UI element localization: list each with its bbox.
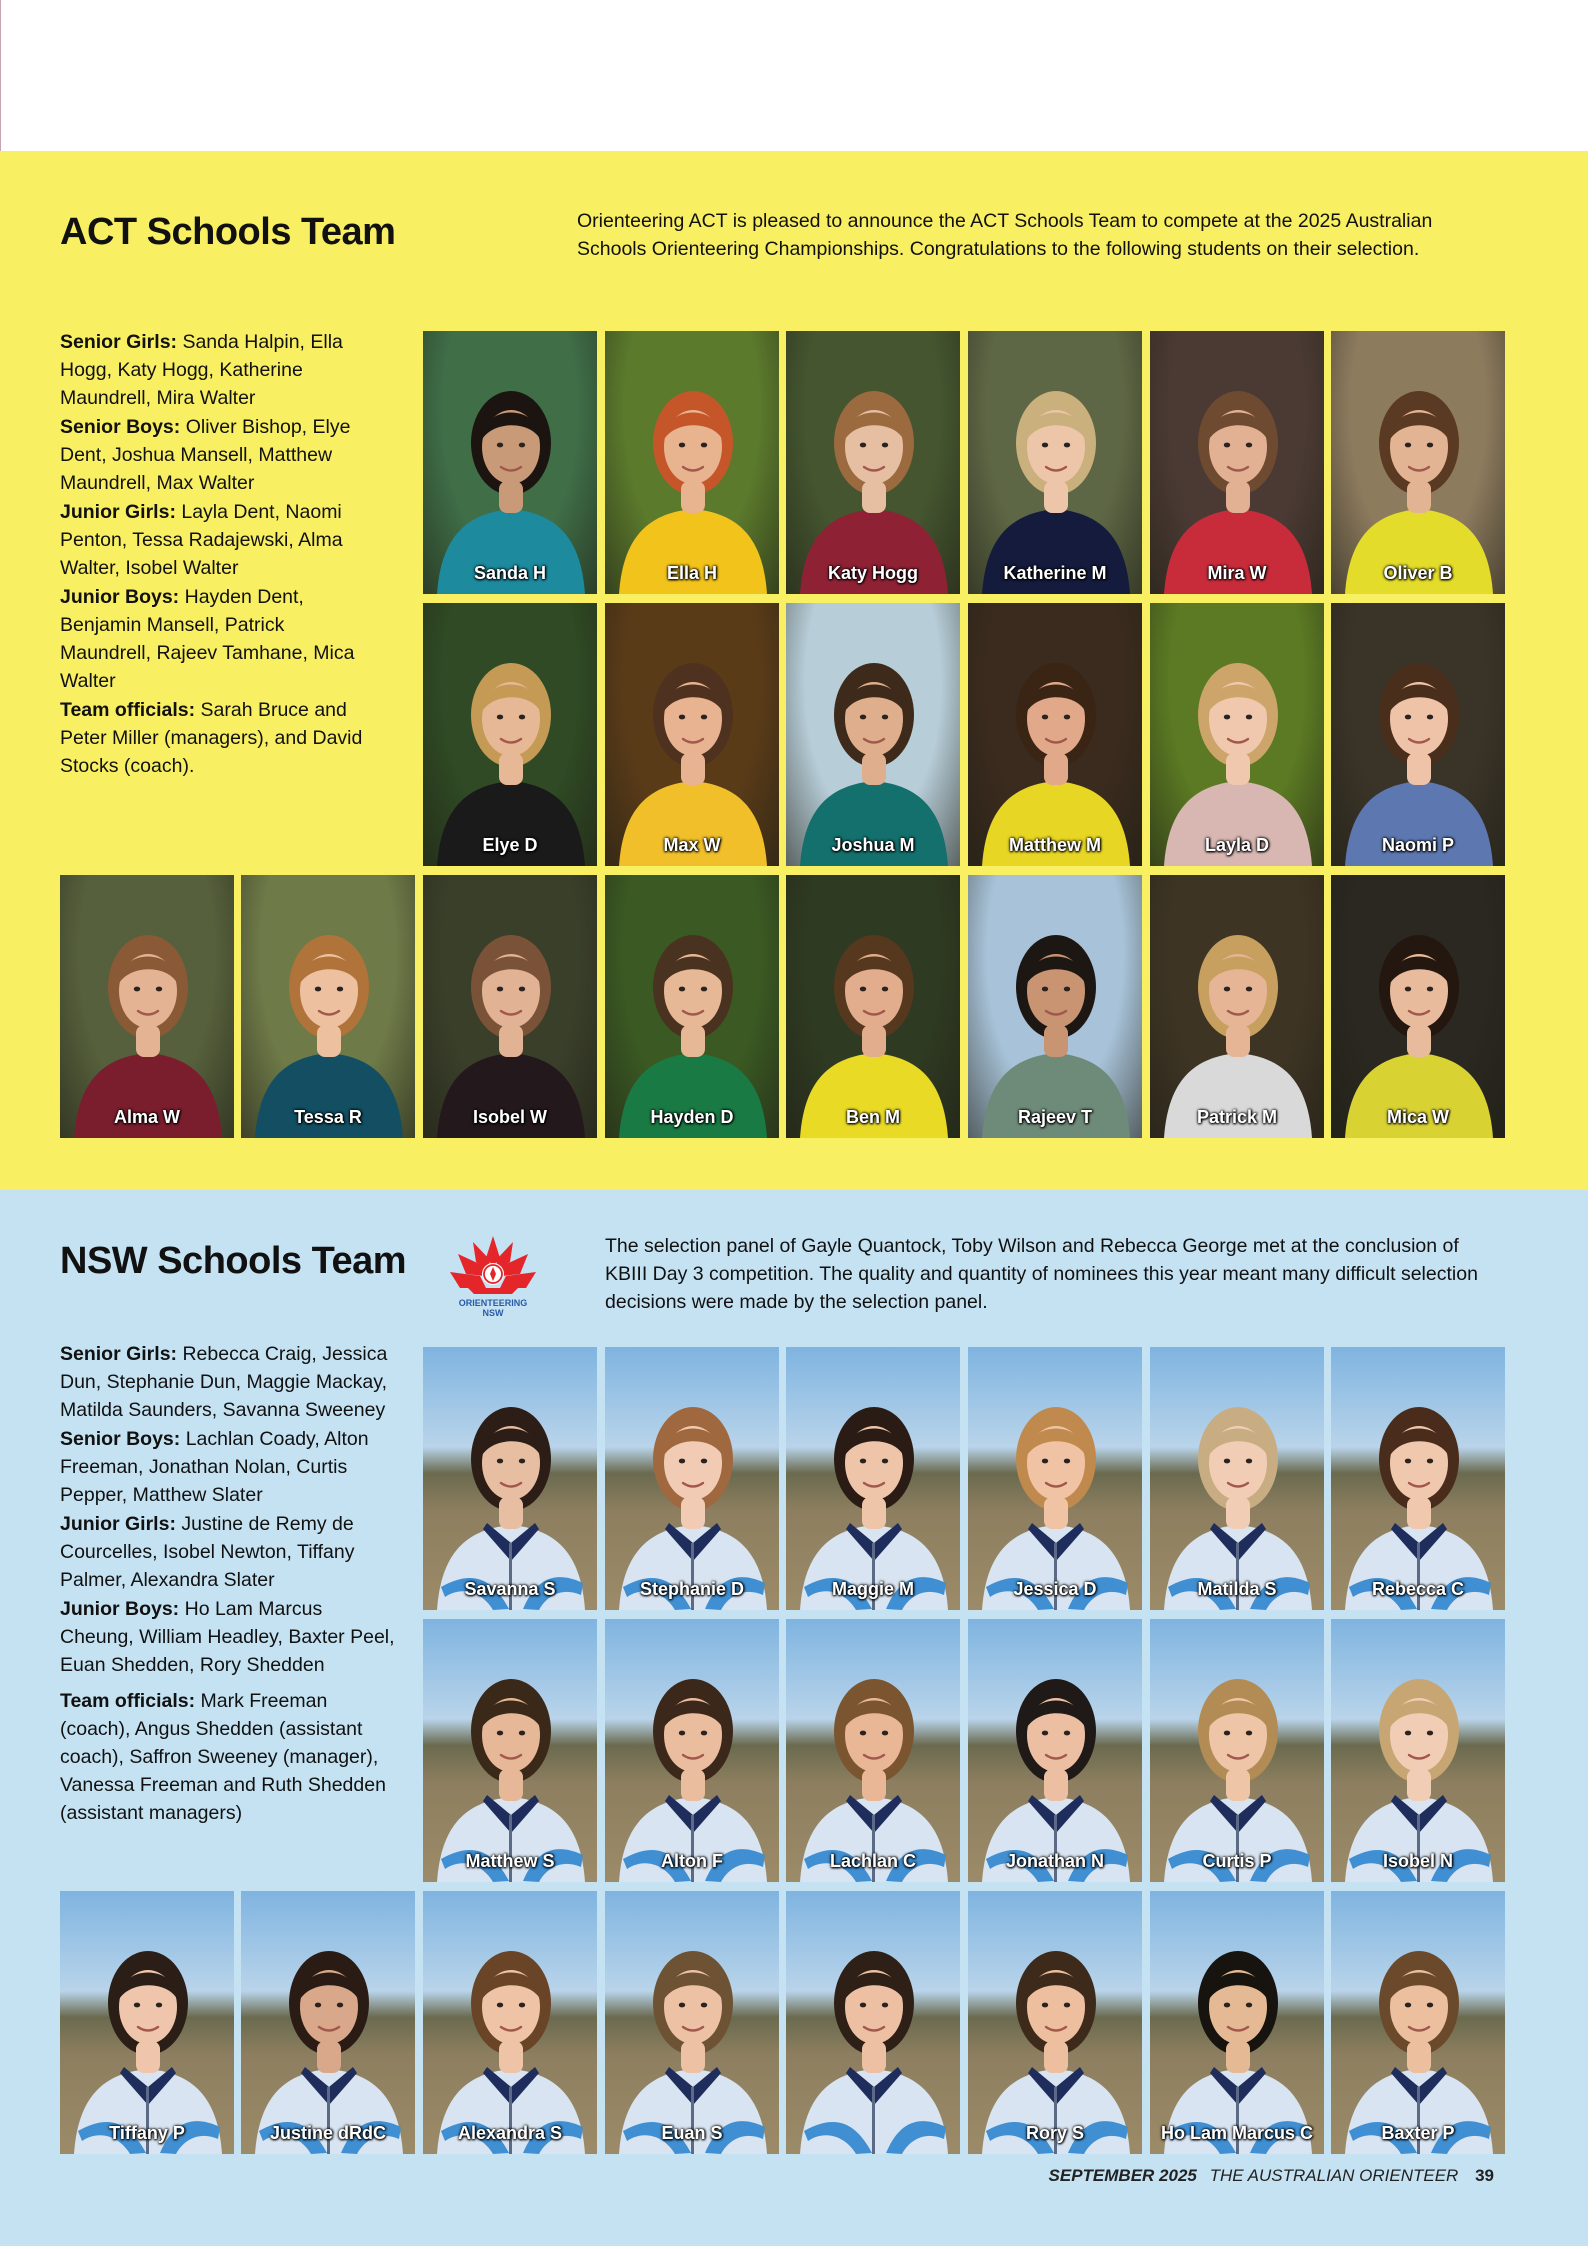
- athlete-photo: [786, 875, 960, 1138]
- roster-group-label: Junior Girls:: [60, 501, 176, 523]
- athlete-photo: [1331, 1891, 1505, 2154]
- athlete-name-caption: Isobel W: [472, 1107, 547, 1127]
- athlete-photo: [786, 331, 960, 594]
- athlete-figure: [968, 875, 1142, 1138]
- athlete-photo: [1150, 1619, 1324, 1882]
- athlete-figure: [1331, 603, 1505, 866]
- athlete-figure: [1150, 1891, 1324, 2154]
- roster-group-names: Layla Dent, Naomi Penton, Tessa Radajewski, Alma Walter, Isobel Walter: [60, 501, 343, 579]
- athlete-name-caption: Elye D: [482, 835, 538, 855]
- athlete-figure: [968, 1619, 1142, 1882]
- athlete-name-caption: Tiffany P: [109, 2123, 185, 2143]
- athlete-name-caption: Curtis P: [1202, 1851, 1272, 1871]
- athlete-name-caption: Matthew S: [465, 1851, 555, 1871]
- roster-group-label: Senior Boys:: [60, 1428, 181, 1450]
- athlete-figure: [786, 1891, 960, 2154]
- athlete-photo: [423, 1619, 597, 1882]
- athlete-name-caption: Alma W: [113, 1107, 180, 1127]
- roster-group-names: Sarah Bruce and Peter Miller (managers), and David Stocks (coach).: [60, 699, 363, 777]
- page-footer: [1049, 2166, 1494, 2186]
- roster-group-label: Team officials:: [60, 1690, 196, 1712]
- athlete-name-caption: Lachlan C: [829, 1851, 917, 1871]
- athlete-photo: [786, 1619, 960, 1882]
- athlete-photo: [1331, 331, 1505, 594]
- athlete-photo: [968, 331, 1142, 594]
- athlete-figure: [1331, 1347, 1505, 1610]
- athlete-name-caption: Oliver B: [1383, 563, 1453, 583]
- athlete-name-caption: Isobel N: [1382, 1851, 1453, 1871]
- roster-group-label: Senior Girls:: [60, 1343, 178, 1365]
- act-team-title: ACT Schools Team: [60, 211, 396, 253]
- athlete-photo: [423, 1347, 597, 1610]
- logo-line-2: NSW: [482, 1308, 504, 1318]
- athlete-name-caption: Max W: [663, 835, 721, 855]
- athlete-figure: [1150, 1347, 1324, 1610]
- athlete-photo: [423, 603, 597, 866]
- page-edge-line: [0, 0, 1, 151]
- athlete-name-caption: Ben M: [846, 1107, 900, 1127]
- athlete-name-caption: Rory S: [1025, 2123, 1085, 2143]
- athlete-name-caption: Alton F: [661, 1851, 723, 1871]
- athlete-figure: [423, 1891, 597, 2154]
- athlete-figure: [1150, 331, 1324, 594]
- roster-group-label: Junior Boys:: [60, 1598, 180, 1620]
- athlete-name-caption: Matilda S: [1197, 1579, 1277, 1599]
- athlete-name-caption: Matthew M: [1009, 835, 1101, 855]
- roster-group-label: Junior Girls:: [60, 1513, 176, 1535]
- athlete-figure: [423, 603, 597, 866]
- athlete-figure: [1150, 1619, 1324, 1882]
- athlete-figure: [423, 1619, 597, 1882]
- athlete-photo: [1150, 331, 1324, 594]
- athlete-photo: [968, 875, 1142, 1138]
- athlete-figure: [241, 875, 415, 1138]
- athlete-figure: [423, 1347, 597, 1610]
- athlete-figure: [605, 1619, 779, 1882]
- athlete-figure: [968, 603, 1142, 866]
- athlete-photo: [968, 1891, 1142, 2154]
- athlete-name-caption: Tessa R: [294, 1107, 362, 1127]
- nsw-intro: The selection panel of Gayle Quantock, Toby Wilson and Rebecca George met at the conclusion of KBIII Day 3 competition. The quality and quantity of nominees this year meant many difficult selection decisions were made by the selection panel.: [605, 1235, 1478, 1313]
- athlete-photo: [968, 1619, 1142, 1882]
- athlete-name-caption: Layla D: [1204, 835, 1270, 855]
- athlete-figure: [1150, 603, 1324, 866]
- athlete-photo: [605, 1891, 779, 2154]
- athlete-photo: [605, 331, 779, 594]
- athlete-photo: [423, 331, 597, 594]
- athlete-figure: [786, 1619, 960, 1882]
- athlete-name-caption: Jessica D: [1013, 1579, 1097, 1599]
- athlete-name-caption: Maggie M: [831, 1579, 914, 1599]
- athlete-name-caption: Joshua M: [831, 835, 915, 855]
- athlete-figure: [241, 1891, 415, 2154]
- athlete-name-caption: Justine dRdC: [269, 2123, 386, 2143]
- act-intro: Orienteering ACT is pleased to announce the ACT Schools Team to compete at the 2025 Australian Schools Orienteering Championships. Congratulations to the following students on their selection.: [577, 210, 1433, 260]
- roster-group-names: Hayden Dent, Benjamin Mansell, Patrick Maundrell, Rajeev Tamhane, Mica Walter: [60, 586, 355, 692]
- athlete-photo: [1331, 1619, 1505, 1882]
- athlete-name-caption: Euan S: [661, 2123, 723, 2143]
- athlete-figure: [1331, 1619, 1505, 1882]
- nsw-section: [0, 1190, 1588, 2246]
- roster-group-names: Ho Lam Marcus Cheung, William Headley, Baxter Peel, Euan Shedden, Rory Shedden: [60, 1598, 395, 1676]
- athlete-photo: [1331, 875, 1505, 1138]
- act-section: [0, 151, 1588, 1190]
- athlete-name-caption: Katherine M: [1003, 563, 1107, 583]
- athlete-name-caption: Naomi P: [1381, 835, 1455, 855]
- athlete-figure: [423, 331, 597, 594]
- athlete-figure: [1331, 1891, 1505, 2154]
- athlete-photo: [423, 1891, 597, 2154]
- nsw-photo-grid: [0, 1190, 1588, 2246]
- athlete-name-caption: Ella H: [666, 563, 718, 583]
- athlete-photo: [968, 603, 1142, 866]
- athlete-figure: [605, 1347, 779, 1610]
- athlete-photo: [1331, 603, 1505, 866]
- roster-group-names: Oliver Bishop, Elye Dent, Joshua Mansell, Matthew Maundrell, Max Walter: [60, 416, 351, 494]
- athlete-figure: [1331, 331, 1505, 594]
- logo-line-1: ORIENTEERING: [458, 1298, 528, 1308]
- athlete-photo: [605, 875, 779, 1138]
- athlete-figure: [1331, 875, 1505, 1138]
- athlete-name-caption: Mira W: [1207, 563, 1267, 583]
- athlete-name-caption: Stephanie D: [639, 1579, 745, 1599]
- athlete-name-caption: Baxter P: [1381, 2123, 1455, 2143]
- athlete-figure: [60, 875, 234, 1138]
- athlete-photo: [241, 1891, 415, 2154]
- athlete-figure: [786, 875, 960, 1138]
- athlete-figure: [605, 603, 779, 866]
- athlete-figure: [786, 331, 960, 594]
- athlete-photo: [1150, 1891, 1324, 2154]
- athlete-name-caption: Sanda H: [473, 563, 547, 583]
- athlete-photo: [786, 1891, 960, 2154]
- athlete-figure: [968, 1891, 1142, 2154]
- athlete-name-caption: Jonathan N: [1005, 1851, 1104, 1871]
- athlete-photo: [423, 875, 597, 1138]
- nsw-team-title: NSW Schools Team: [60, 1240, 407, 1282]
- footer-issue: SEPTEMBER 2025: [1048, 2166, 1197, 2185]
- athlete-name-caption: Katy Hogg: [828, 563, 918, 583]
- athlete-photo: [968, 1347, 1142, 1610]
- athlete-photo: [1150, 1347, 1324, 1610]
- athlete-name-caption: Rebecca C: [1371, 1579, 1465, 1599]
- roster-group-names: Sanda Halpin, Ella Hogg, Katy Hogg, Katherine Maundrell, Mira Walter: [60, 331, 343, 409]
- athlete-name-caption: Ho Lam Marcus C: [1160, 2123, 1314, 2143]
- athlete-photo: [1331, 1347, 1505, 1610]
- athlete-name-caption: Alexandra S: [457, 2123, 563, 2143]
- athlete-figure: [968, 331, 1142, 594]
- footer-magazine: THE AUSTRALIAN ORIENTEER: [1209, 2166, 1459, 2185]
- athlete-name-caption: Hayden D: [650, 1107, 734, 1127]
- page-number: 39: [1475, 2166, 1494, 2185]
- athlete-name-caption: Mica W: [1386, 1107, 1449, 1127]
- roster-group-names: Lachlan Coady, Alton Freeman, Jonathan Nolan, Curtis Pepper, Matthew Slater: [60, 1428, 369, 1506]
- roster-group-names: Rebecca Craig, Jessica Dun, Stephanie Dun, Maggie Mackay, Matilda Saunders, Savanna Sweeney: [60, 1343, 388, 1421]
- act-photo-grid: [0, 151, 1588, 1190]
- roster-group-names: Justine de Remy de Courcelles, Isobel Newton, Tiffany Palmer, Alexandra Slater: [60, 1513, 355, 1591]
- top-margin: [0, 0, 1588, 151]
- athlete-photo: [1150, 603, 1324, 866]
- athlete-figure: [605, 1891, 779, 2154]
- roster-group-label: Junior Boys:: [60, 586, 180, 608]
- athlete-photo: [605, 1619, 779, 1882]
- athlete-figure: [423, 875, 597, 1138]
- athlete-photo: [786, 1347, 960, 1610]
- athlete-figure: [60, 1891, 234, 2154]
- roster-group-label: Senior Girls:: [60, 331, 178, 353]
- athlete-figure: [1150, 875, 1324, 1138]
- athlete-figure: [605, 331, 779, 594]
- athlete-name-caption: Rajeev T: [1017, 1107, 1093, 1127]
- athlete-photo: [241, 875, 415, 1138]
- athlete-photo: [605, 603, 779, 866]
- athlete-photo: [60, 875, 234, 1138]
- athlete-figure: [786, 1347, 960, 1610]
- athlete-name-caption: Savanna S: [464, 1579, 556, 1599]
- athlete-figure: [968, 1347, 1142, 1610]
- athlete-name-caption: Patrick M: [1196, 1107, 1278, 1127]
- athlete-figure: [605, 875, 779, 1138]
- athlete-figure: [786, 603, 960, 866]
- athlete-photo: [60, 1891, 234, 2154]
- athlete-photo: [786, 603, 960, 866]
- athlete-photo: [605, 1347, 779, 1610]
- athlete-photo: [1150, 875, 1324, 1138]
- roster-group-names: Mark Freeman (coach), Angus Shedden (assistant coach), Saffron Sweeney (manager), Vanessa Freeman and Ruth Shedden (assistant managers): [60, 1690, 386, 1824]
- roster-group-label: Senior Boys:: [60, 416, 181, 438]
- roster-group-label: Team officials:: [60, 699, 196, 721]
